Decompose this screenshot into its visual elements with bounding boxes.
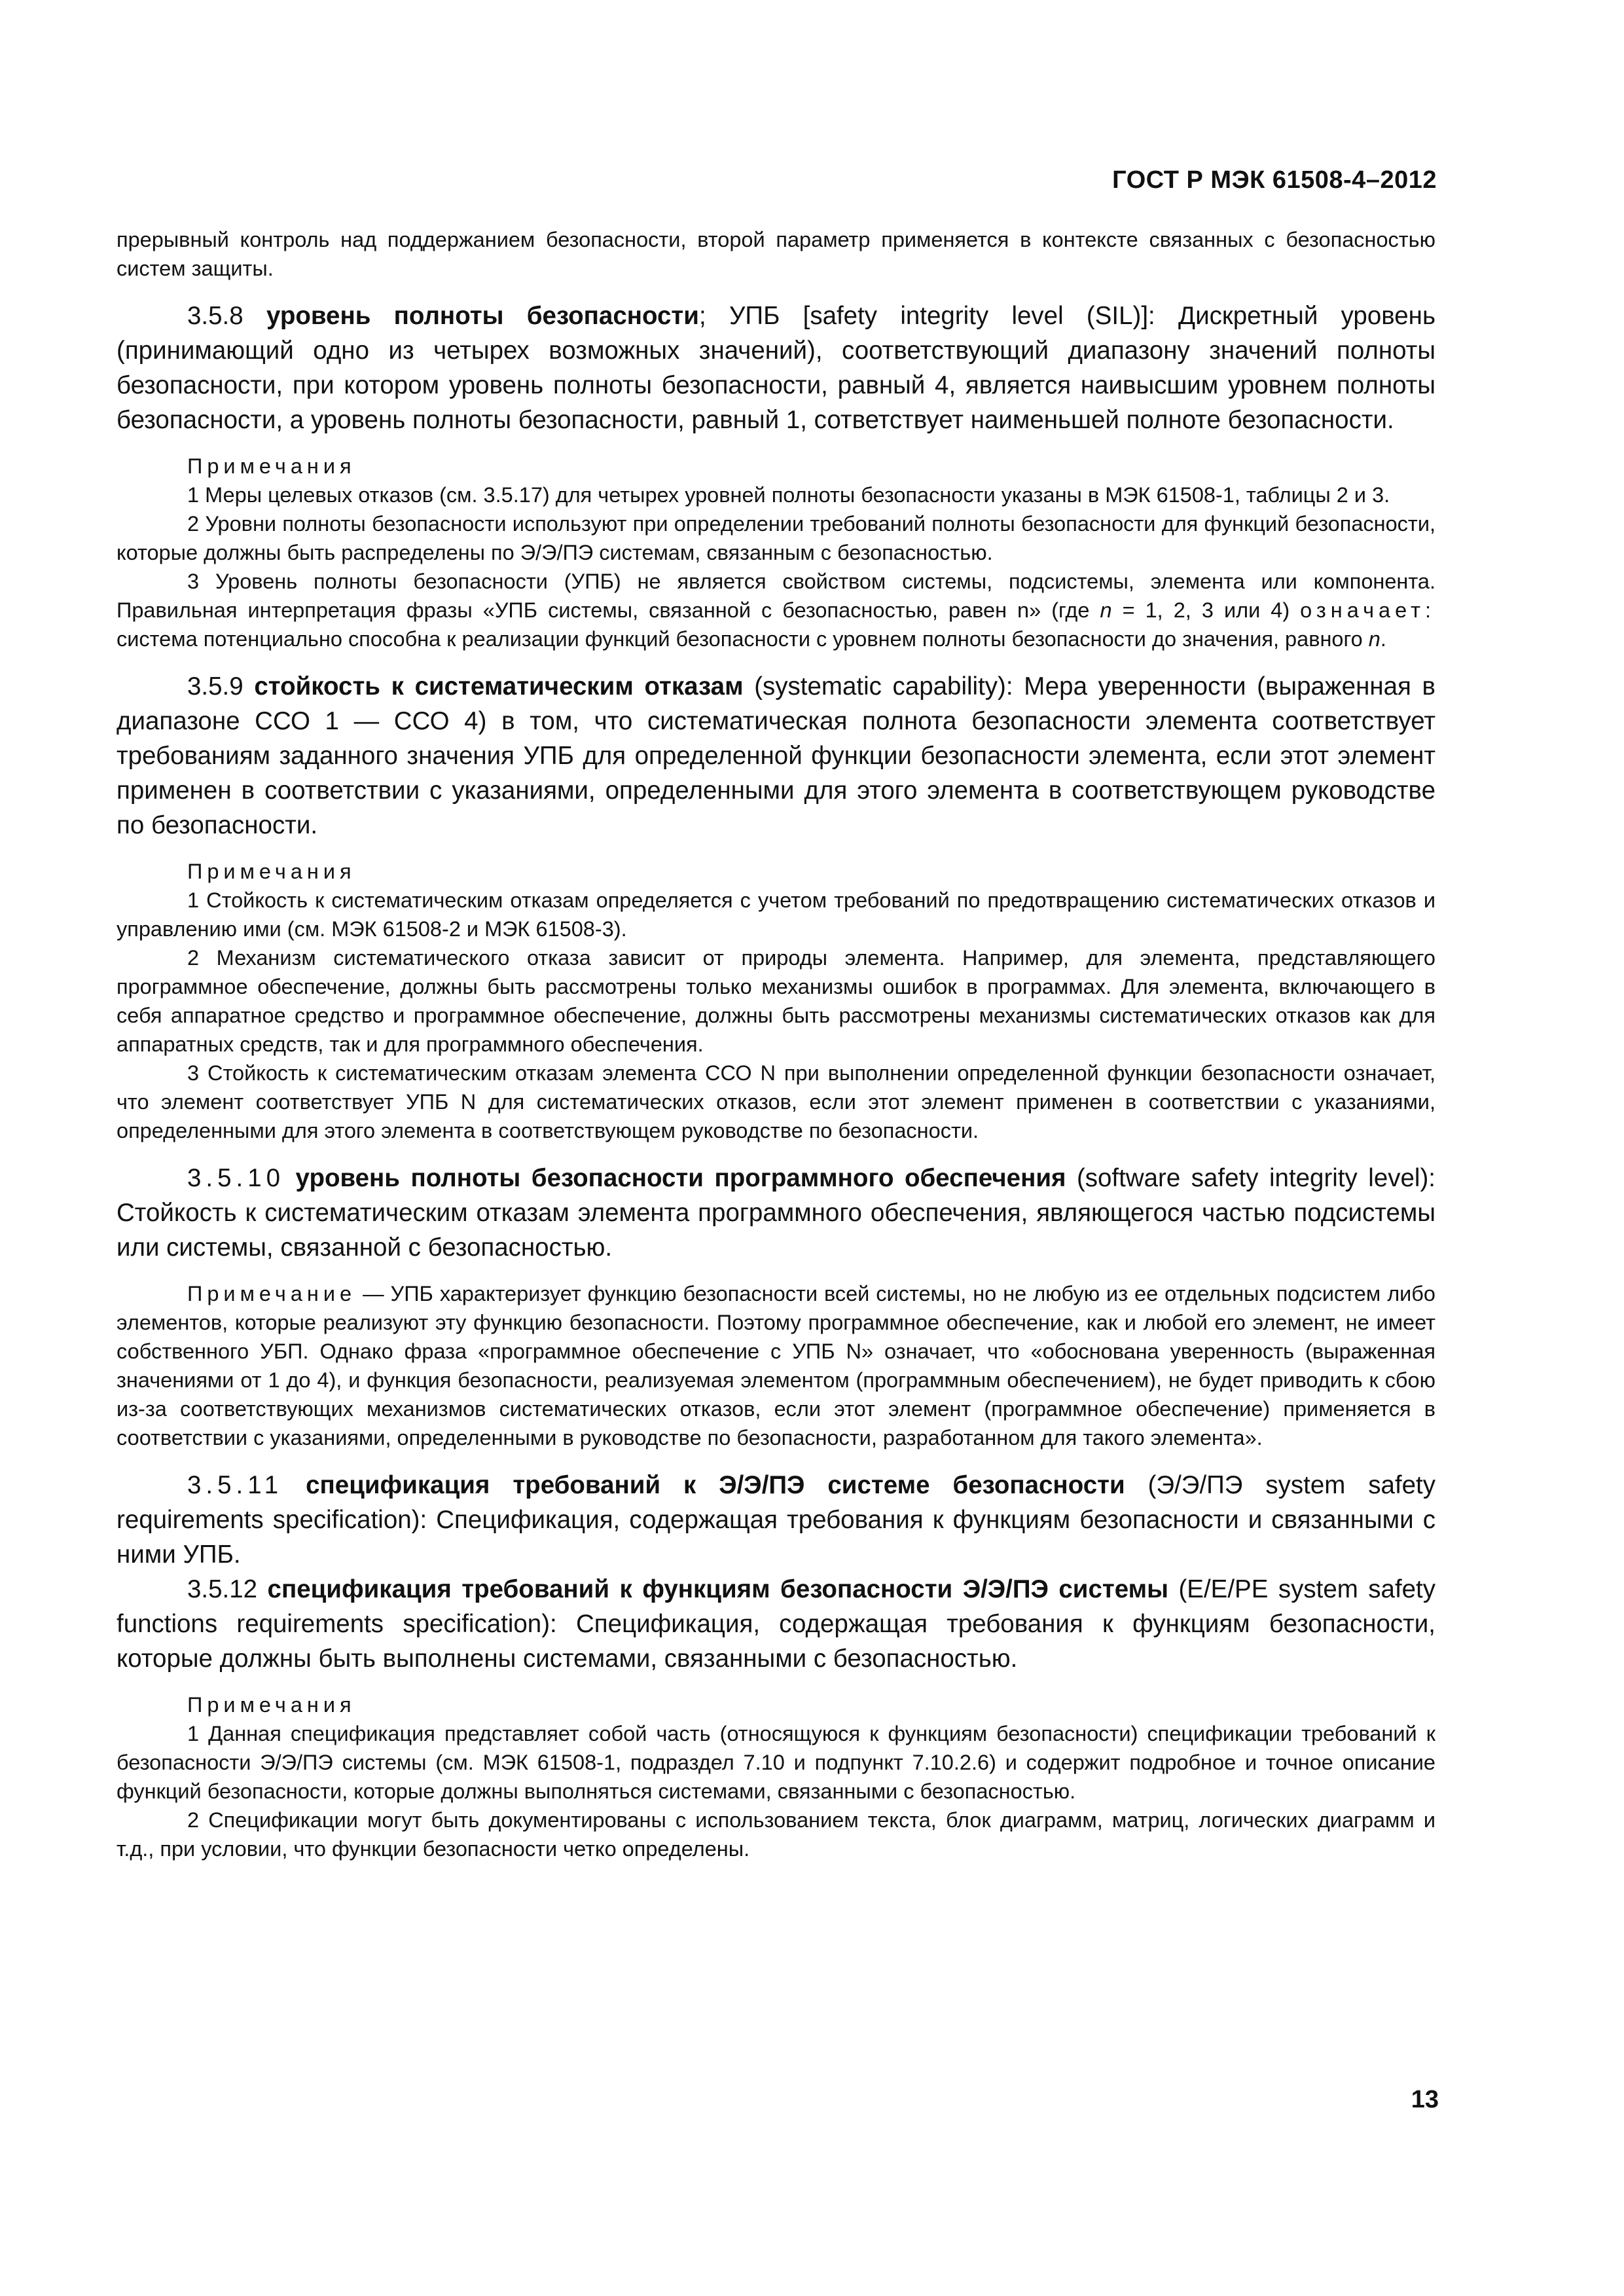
definition-text: (software safety integrity level): Стойкость к систематическим отказам элемента программного обеспечения, являющегося частью подсистемы или системы, связанной с безопасностью. [117, 1164, 1435, 1262]
definition-3-5-9 [117, 669, 1435, 843]
term: спецификация требований к Э/Э/ПЭ системе безопасности [306, 1471, 1125, 1499]
note-text: система потенциально способна к реализации функций безопасности с уровнем полноты безопасности до значения, равного [117, 627, 1369, 651]
clause-number: 3.5.11 [187, 1471, 283, 1499]
term: спецификация требований к функциям безопасности Э/Э/ПЭ системы [267, 1575, 1169, 1603]
notes-heading: Примечания [187, 1693, 356, 1717]
variable-n: n [1368, 627, 1380, 651]
note-3: 3 Стойкость к систематическим отказам элемента ССО N при выполнении определенной функции безопасности означает, что элемент соответствует УПБ N для систематических отказов, если этот элемент применен в соответствии с указаниями, определенными для этого элемента в соответствующем руководстве по безопасности. [117, 1061, 1435, 1142]
notes-heading: Примечания [187, 454, 356, 478]
definition-3-5-10 [117, 1161, 1435, 1265]
term: уровень полноты безопасности программного обеспечения [295, 1164, 1066, 1192]
note-1: 1 Стойкость к систематическим отказам определяется с учетом требований по предотвращению систематических отказов и управлению ими (см. МЭК 61508-2 и МЭК 61508-3). [117, 888, 1435, 941]
variable-n: n [1100, 598, 1112, 622]
clause-number: 3.5.8 [187, 302, 244, 330]
note-2: 2 Спецификации могут быть документированы с использованием текста, блок диаграмм, матриц, логических диаграмм и т.д., при условии, что функции безопасности четко определены. [117, 1808, 1435, 1861]
note-single [117, 1279, 1435, 1452]
clause-number: 3.5.9 [187, 672, 244, 701]
clause-number: 3.5.12 [187, 1575, 258, 1603]
intro-continuation: прерывный контроль над поддержанием безопасности, второй параметр применяется в контексте связанных с безопасностью систем защиты. [117, 228, 1435, 280]
definition-text: (Э/Э/ПЭ system safety requirements specification): Спецификация, содержащая требования к функциям безопасности и связанными с ними УПБ. [117, 1471, 1436, 1569]
spaced-word: означает: [1300, 598, 1436, 622]
definition-text: (systematic capability): Мера уверенности (выраженная в диапазоне ССО 1 — ССО 4) в том, что систематическая полнота безопасности элемента соответствует требованиям заданного значения УПБ для определенной функции безопасности элемента, если этот элемент применен в соответствии с указаниями, определенными для этого элемента в соответствующем руководстве по безопасности. [117, 672, 1435, 839]
definition-3-5-11 [117, 1468, 1435, 1572]
notes-heading: Примечания [187, 860, 356, 883]
note-text: — УПБ характеризует функцию безопасности всей системы, но не любую из ее отдельных подсистем либо элементов, которые реализуют эту функцию безопасности. Поэтому программное обеспечение, как и любой его элемент, не имеет собственного УБП. Однако фраза «программное обеспечение с УПБ N» означает, что «обоснована уверенность (выраженная значениями от 1 до 4), и функция безопасности, реализуемая элементом (программным обеспечением), не будет приводить к сбою из-за соответствующих механизмов систематических отказов, если этот элемент (программное обеспечение) применяется в соответствии с указаниями, определенными в руководстве по безопасности, разработанном для такого элемента». [117, 1282, 1435, 1449]
note-text: . [1380, 627, 1386, 651]
note-text: = 1, 2, 3 или 4) [1111, 598, 1301, 622]
note-1: 1 Меры целевых отказов (см. 3.5.17) для четырех уровней полноты безопасности указаны в МЭК 61508-1, таблицы 2 и 3. [187, 483, 1390, 507]
document-code-header: ГОСТ Р МЭК 61508-4–2012 [1112, 166, 1437, 194]
term: стойкость к систематическим отказам [254, 672, 744, 701]
definition-3-5-12 [117, 1572, 1435, 1676]
note-text: 3 Уровень полноты безопасности (УПБ) не является свойством системы, подсистемы, элемента или компонента. Правильная интерпретация фразы «УПБ системы, связанной с безопасностью, равен n» (где [117, 570, 1435, 622]
note-2: 2 Уровни полноты безопасности используют при определении требований полноты безопасности для функций безопасности, которые должны быть распределены по Э/Э/ПЭ системам, связанным с безопасностью. [117, 512, 1435, 564]
clause-number: 3.5.10 [187, 1164, 285, 1192]
definition-text: (E/E/PE system safety functions requirements specification): Спецификация, содержащая требования к функциям безопасности, которые должны быть выполнены системами, связанными с безопасностью. [117, 1575, 1436, 1673]
term: уровень полноты безопасности [266, 302, 699, 330]
note-1: 1 Данная спецификация представляет собой часть (относящуюся к функциям безопасности) спецификации требований к безопасности Э/Э/ПЭ системы (см. МЭК 61508-1, подраздел 7.10 и подпункт 7.10.2.6) и содержит подробное и точное описание функций безопасности, которые должны выполняться системами, связанными с безопасностью. [117, 1722, 1435, 1803]
definition-3-5-8 [117, 299, 1435, 437]
note-heading: Примечание [187, 1282, 357, 1305]
note-3 [117, 567, 1435, 653]
page-content [117, 225, 1435, 1863]
page-number: 13 [1411, 2086, 1439, 2113]
note-2: 2 Механизм систематического отказа зависит от природы элемента. Например, для элемента, представляющего программное обеспечение, должны быть рассмотрены только механизмы ошибок в программах. Для элемента, включающего в себя аппаратное средство и программное обеспечение, должны быть рассмотрены механизмы систематических отказов как для аппаратных средств, так и для программного обеспечения. [117, 946, 1435, 1056]
definition-text: ; УПБ [safety integrity level (SIL)]: Дискретный уровень (принимающий одно из четырех возможных значений), соответствующий диапазону значений полноты безопасности, при котором уровень полноты безопасности, равный 4, является наивысшим уровнем полноты безопасности, а уровень полноты безопасности, равный 1, сответствует наименьшей полноте безопасности. [117, 302, 1436, 434]
